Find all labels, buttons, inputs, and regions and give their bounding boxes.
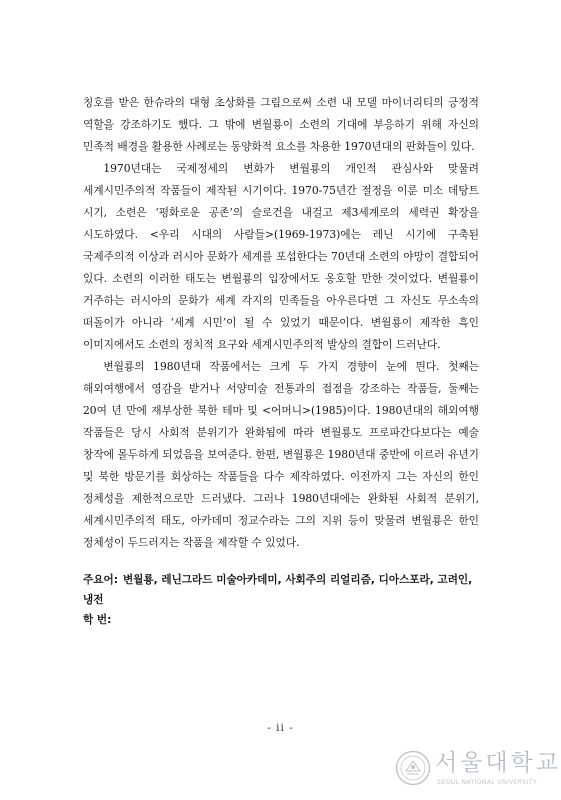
- watermark-subtitle: SEOUL NATIONAL UNIVERSITY: [437, 779, 538, 786]
- paragraph-1970s: 1970년대는 국제정세의 변화가 변월룡의 개인적 관심사와 맞물려 세계시민주의적 작품들이 제작된 시기이다. 1970-75년간 절정을 이룬 미소 데탕트 시기, 소련은 ‘평화로운 공존’의 슬로건을 내걸고 제3세계로의 세력권 확장을 시도하였다. <우리 시대의 사람들>(1969-1973)에는 레닌 시기에 구축된 국제주의적 이상과 러시아 문화가 세계를 포섭한다는 70년대 소련의 야망이 결합되어 있다. 소련의 이러한 태도는 변월룡의 입장에서도 옹호할 만한 것이었다. 변월룡이 거주하는 러시아의 문화가 세계 각지의 민족들을 아우른다면 그 자신도 무소속의 떠돌이가 아니라 ‘세계 시민’이 될 수 있었기 때문이다. 변월룡이 제작한 흑인 이미지에서도 소련의 정치적 요구와 세계시민주의적 발상의 결합이 드러난다.: [83, 162, 479, 351]
- student-id-line: [83, 610, 479, 630]
- university-seal-icon: [395, 750, 431, 786]
- keywords-label: 주요어:: [83, 574, 118, 586]
- document-body: [83, 92, 479, 630]
- student-id-label: 학 번:: [83, 614, 112, 626]
- watermark-title: 서울대학교: [435, 750, 561, 776]
- keywords-text: 변월룡, 레닌그라드 미술아카데미, 사회주의 리얼리즘, 디아스포라, 고려인, 냉전: [83, 574, 473, 606]
- keywords-line: [83, 570, 479, 610]
- page-number: - ii -: [267, 722, 294, 734]
- paragraph-1980s: 변월룡의 1980년대 작품에서는 크게 두 가지 경향이 눈에 띈다. 첫째는 해외여행에서 영감을 받거나 서양미술 전통과의 접점을 강조하는 작품들, 둘째는 20여 년 만에 재부상한 북한 테마 및 <어머니>(1985)이다. 1980년대의 해외여행 작품들은 당시 사회적 분위기가 완화됨에 따라 변월룡도 프로파간다보다는 예술 창작에 몰두하게 되었음을 보여준다. 한편, 변월룡은 1980년대 중반에 이르러 유년기 및 북한 방문기를 회상하는 작품들을 다수 제작하였다. 이전까지 그는 자신의 한인 정체성을 제한적으로만 드러냈다. 그러나 1980년대에는 완화된 사회적 분위기, 세계시민주의적 태도, 아카데미 정교수라는 그의 지위 등이 맞물려 변월룡은 한인 정체성이 두드러지는 작품을 제작할 수 있었다.: [83, 360, 479, 549]
- paragraph-continuation: 칭호를 받은 한슈라의 대형 초상화를 그림으로써 소련 내 모델 마이너리티의 긍정적 역할을 강조하기도 했다. 그 밖에 변월룡이 소련의 기대에 부응하기 위해 자신의 민족적 배경을 활용한 사례로는 동양화적 요소를 차용한 1970년대의 판화들이 있다.: [83, 96, 479, 153]
- university-watermark: [395, 748, 561, 794]
